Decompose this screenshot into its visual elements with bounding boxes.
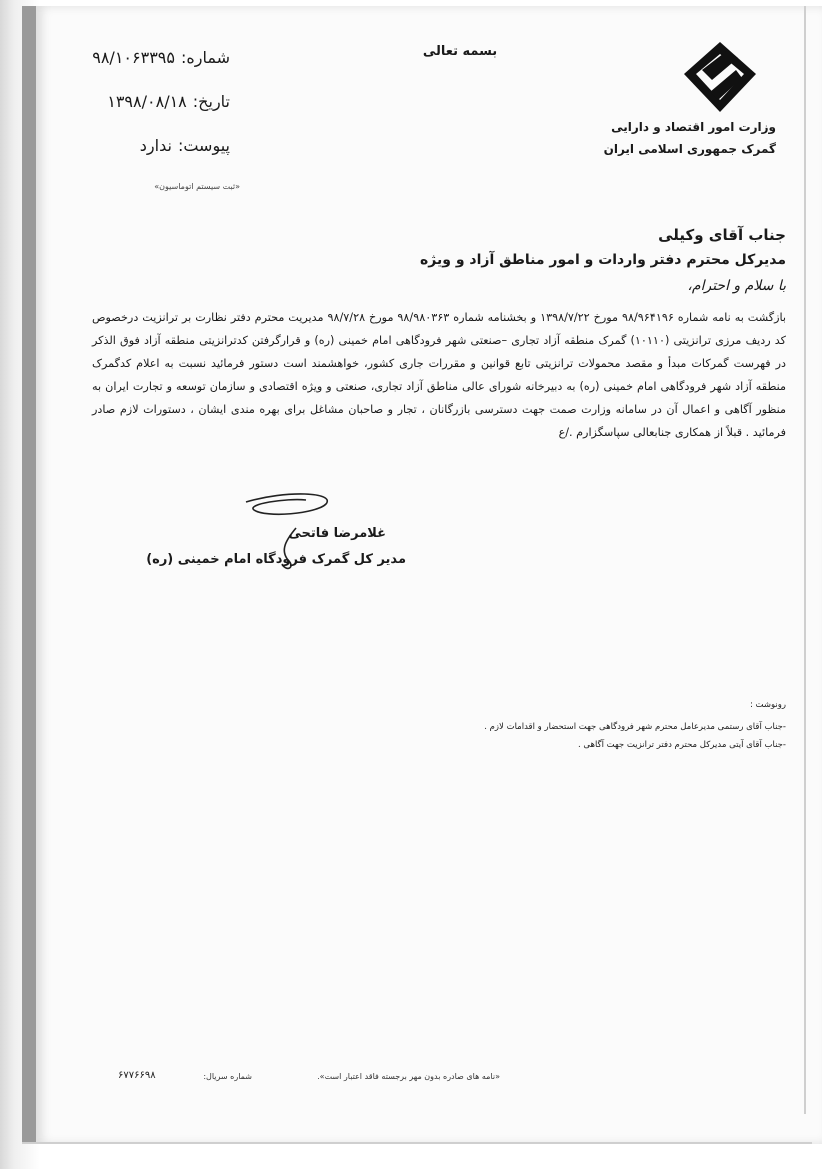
cc-item: -جناب آقای آیتی مدیرکل محترم دفتر ترانزیت جهت آگاهی . — [577, 740, 786, 750]
letter-attachment-value: ندارد — [139, 136, 172, 155]
basmala: بسمه تعالی — [422, 44, 498, 59]
letter-date-label: تاریخ: — [192, 92, 230, 111]
footer-validity-note: «نامه های صادره بدون مهر برجسته فاقد اعتبار است». — [317, 1072, 500, 1081]
recipient-title: مدیرکل محترم دفتر واردات و امور مناطق آزاد و ویژه — [420, 252, 786, 268]
serial-label: شماره سریال: — [203, 1072, 252, 1081]
cc-item: -جناب آقای رستمی مدیرعامل محترم شهر فرودگاهی جهت استحضار و اقدامات لازم . — [484, 722, 786, 732]
letter-number-value: ۹۸/۱۰۶۳۳۹۵ — [92, 48, 175, 67]
signatory-title: مدیر کل گمرک فرودگاه امام خمینی (ره) — [146, 552, 406, 567]
serial-value: ۶۷۷۶۶۹۸ — [118, 1070, 156, 1081]
page-edge — [22, 1142, 812, 1144]
letter-page — [22, 6, 822, 1144]
letter-number-label: شماره: — [180, 48, 230, 67]
letter-date — [70, 92, 230, 111]
letter-number — [70, 48, 230, 67]
letter-body: بازگشت به نامه شماره ۹۸/۹۶۴۱۹۶ مورخ ۱۳۹۸/۷/۲۲ و بخشنامه شماره ۹۸/۹۸۰۳۶۳ مورخ ۹۸/۷/۲۸ مدیریت محترم دفتر نظارت بر ترانزیت درخصوص کد ردیف مرزی ترانزیتی (۱۰۱۱۰) گمرک منطقه آزاد تجاری –صنعتی شهر فرودگاهی امام خمینی (ره) و قرارگرفتن کدترانزیتی منطقه آزاد فوق الذکر در فهرست گمرکات مبدأ و مقصد محمولات ترانزیتی تابع قوانین و مقررات جاری کشور، خواهشمند است دستور فرمائید نسبت به اعلام کدگمرک منطقه آزاد شهر فرودگاهی امام خمینی (ره) به دبیرخانه شورای عالی مناطق آزاد تجاری، صنعتی و ویژه اقتصادی و سازمان توسعه و تجارت ایران به منظور آگاهی و اعمال آن در سامانه وزارت صمت جهت دسترسی بازرگانان ، تجار و صاحبان مشاغل برای بهره مندی ایشان ، دستورات لازم صادر فرمائید . قبلاً از همکاری جنابعالی سپاسگزارم ./ع — [92, 311, 787, 439]
letter-attachment — [70, 136, 230, 155]
signatory-name: غلامرضا فاتحی — [288, 526, 386, 541]
org-ministry: وزارت امور اقتصاد و دارایی — [611, 120, 776, 134]
customs-logo-icon — [682, 40, 758, 114]
org-customs: گمرک جمهوری اسلامی ایران — [603, 142, 776, 156]
automation-note: «ثبت سیستم اتوماسیون» — [154, 182, 240, 191]
cc-heading: رونوشت : — [749, 700, 786, 710]
letter-attachment-label: پیوست: — [177, 136, 230, 155]
page-edge — [804, 6, 806, 1114]
letter-date-value: ۱۳۹۸/۰۸/۱۸ — [107, 92, 187, 111]
greeting: با سلام و احترام، — [687, 278, 786, 294]
recipient-name: جناب آقای وکیلی — [658, 226, 786, 244]
